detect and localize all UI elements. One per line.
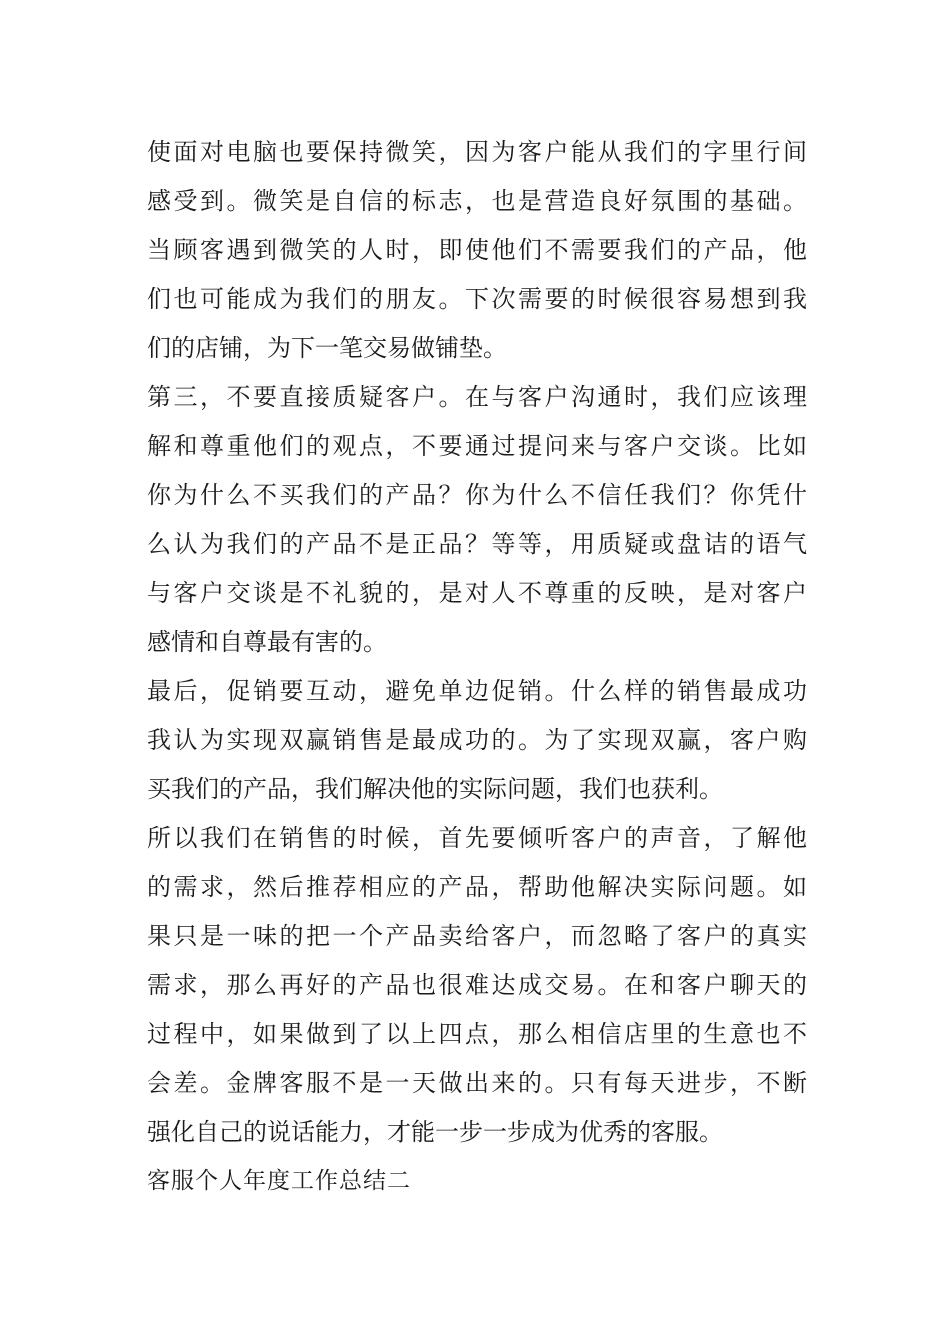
text-line: 过程中，如果做到了以上四点，那么相信店里的生意也不 <box>147 1020 807 1048</box>
text-line: 买我们的产品，我们解决他的实际问题，我们也获利。 <box>147 775 723 803</box>
text-line: 感受到。微笑是自信的标志，也是营造良好氛围的基础。 <box>147 187 807 215</box>
text-line: 第三，不要直接质疑客户。在与客户沟通时，我们应该理 <box>147 383 807 411</box>
document-body <box>147 128 807 1206</box>
text-line: 我认为实现双赢销售是最成功的。为了实现双赢，客户购 <box>147 726 807 754</box>
text-line: 强化自己的说话能力，才能一步一步成为优秀的客服。 <box>147 1118 723 1146</box>
text-line: 与客户交谈是不礼貌的，是对人不尊重的反映，是对客户 <box>147 579 807 607</box>
text-line: 们的店铺，为下一笔交易做铺垫。 <box>147 334 507 362</box>
text-line: 的需求，然后推荐相应的产品，帮助他解决实际问题。如 <box>147 873 807 901</box>
text-line: 你为什么不买我们的产品？你为什么不信任我们？你凭什 <box>147 481 807 509</box>
text-line: 使面对电脑也要保持微笑，因为客户能从我们的字里行间 <box>147 138 807 166</box>
text-line: 所以我们在销售的时候，首先要倾听客户的声音，了解他 <box>147 824 807 852</box>
text-line: 果只是一味的把一个产品卖给客户，而忽略了客户的真实 <box>147 922 807 950</box>
text-line: 当顾客遇到微笑的人时，即使他们不需要我们的产品，他 <box>147 236 807 264</box>
text-line: 最后，促销要互动，避免单边促销。什么样的销售最成功 <box>147 677 807 705</box>
text-line: 们也可能成为我们的朋友。下次需要的时候很容易想到我 <box>147 285 807 313</box>
text-line: 解和尊重他们的观点，不要通过提问来与客户交谈。比如 <box>147 432 807 460</box>
text-line: 需求，那么再好的产品也很难达成交易。在和客户聊天的 <box>147 971 807 999</box>
text-line: 感情和自尊最有害的。 <box>147 628 387 656</box>
text-line: 会差。金牌客服不是一天做出来的。只有每天进步，不断 <box>147 1069 807 1097</box>
text-line: 么认为我们的产品不是正品？等等，用质疑或盘诘的语气 <box>147 530 807 558</box>
section-heading: 客服个人年度工作总结二 <box>147 1168 411 1194</box>
